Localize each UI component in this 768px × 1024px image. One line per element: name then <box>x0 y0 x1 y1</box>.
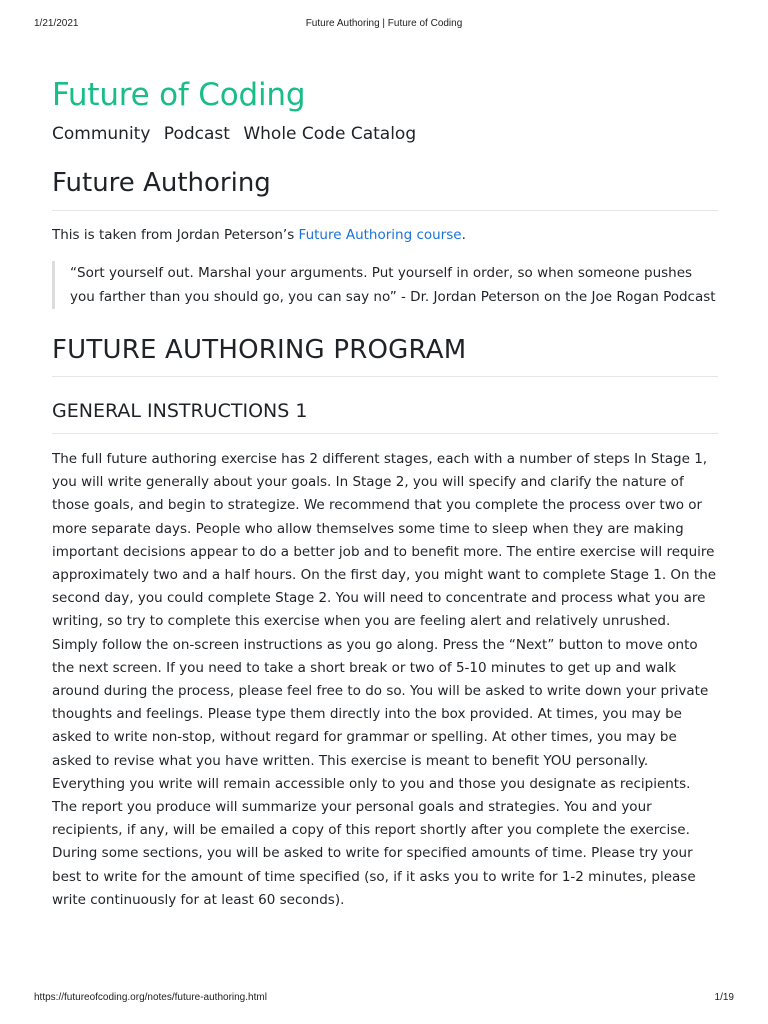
print-page-title: Future Authoring | Future of Coding <box>305 18 463 29</box>
nav-link-podcast[interactable]: Podcast <box>163 124 230 144</box>
site-nav <box>52 122 718 146</box>
intro-suffix: . <box>461 227 466 243</box>
page-title: Future Authoring <box>52 164 718 211</box>
peterson-quote: “Sort yourself out. Marshal your arguments. Put yourself in order, so when someone pushes you farther than you should go, you can say no” - Dr. Jordan Peterson on the Joe Rogan Podcast <box>52 261 718 309</box>
print-url: https://futureofcoding.org/notes/future-authoring.html <box>34 992 267 1003</box>
section-title: FUTURE AUTHORING PROGRAM <box>52 331 718 377</box>
print-page-number: 1/19 <box>714 992 734 1003</box>
subsection-title: GENERAL INSTRUCTIONS 1 <box>52 397 718 434</box>
instructions-paragraph: The full future authoring exercise has 2 different stages, each with a number of steps In Stage 1, you will write generally about your goals. In Stage 2, you will specify and clarify the nature of those goals, and begin to strategize. We recommend that you complete the process over two or more separate days. People who allow themselves some time to sleep when they are making important decisions appear to do a better job and to benefit more. The entire exercise will require approximately two and a half hours. On the first day, you might want to complete Stage 1. On the second day, you could complete Stage 2. You will need to concentrate and process what you are writing, so try to complete this exercise when you are feeling alert and relatively unrushed. Simply follow the on-screen instructions as you go along. Press the “Next” button to move onto the next screen. If you need to take a short break or two of 5-10 minutes to get up and walk around during the process, please feel free to do so. You will be asked to write down your private thoughts and feelings. Please type them directly into the box provided. At times, you may be asked to write non-stop, without regard for grammar or spelling. At other times, you may be asked to revise what you have written. This exercise is meant to benefit YOU personally. Everything you write will remain accessible only to you and those you designate as recipients. The report you produce will summarize your personal goals and strategies. You and your recipients, if any, will be emailed a copy of this report shortly after you complete the exercise. During some sections, you will be asked to write for specified amounts of time. Please try your best to write for the amount of time specified (so, if it asks you to write for 1-2 minutes, please write continuously for at least 60 seconds). <box>52 451 717 908</box>
intro-text: This is taken from Jordan Peterson’s <box>52 227 299 243</box>
nav-link-whole-code-catalog[interactable]: Whole Code Catalog <box>243 124 417 144</box>
print-date: 1/21/2021 <box>34 18 79 29</box>
site-title[interactable]: Future of Coding <box>52 77 306 113</box>
page-content <box>52 72 718 926</box>
intro-paragraph <box>52 225 718 245</box>
nav-link-community[interactable]: Community <box>52 124 151 144</box>
future-authoring-course-link[interactable]: Future Authoring course <box>298 227 462 243</box>
